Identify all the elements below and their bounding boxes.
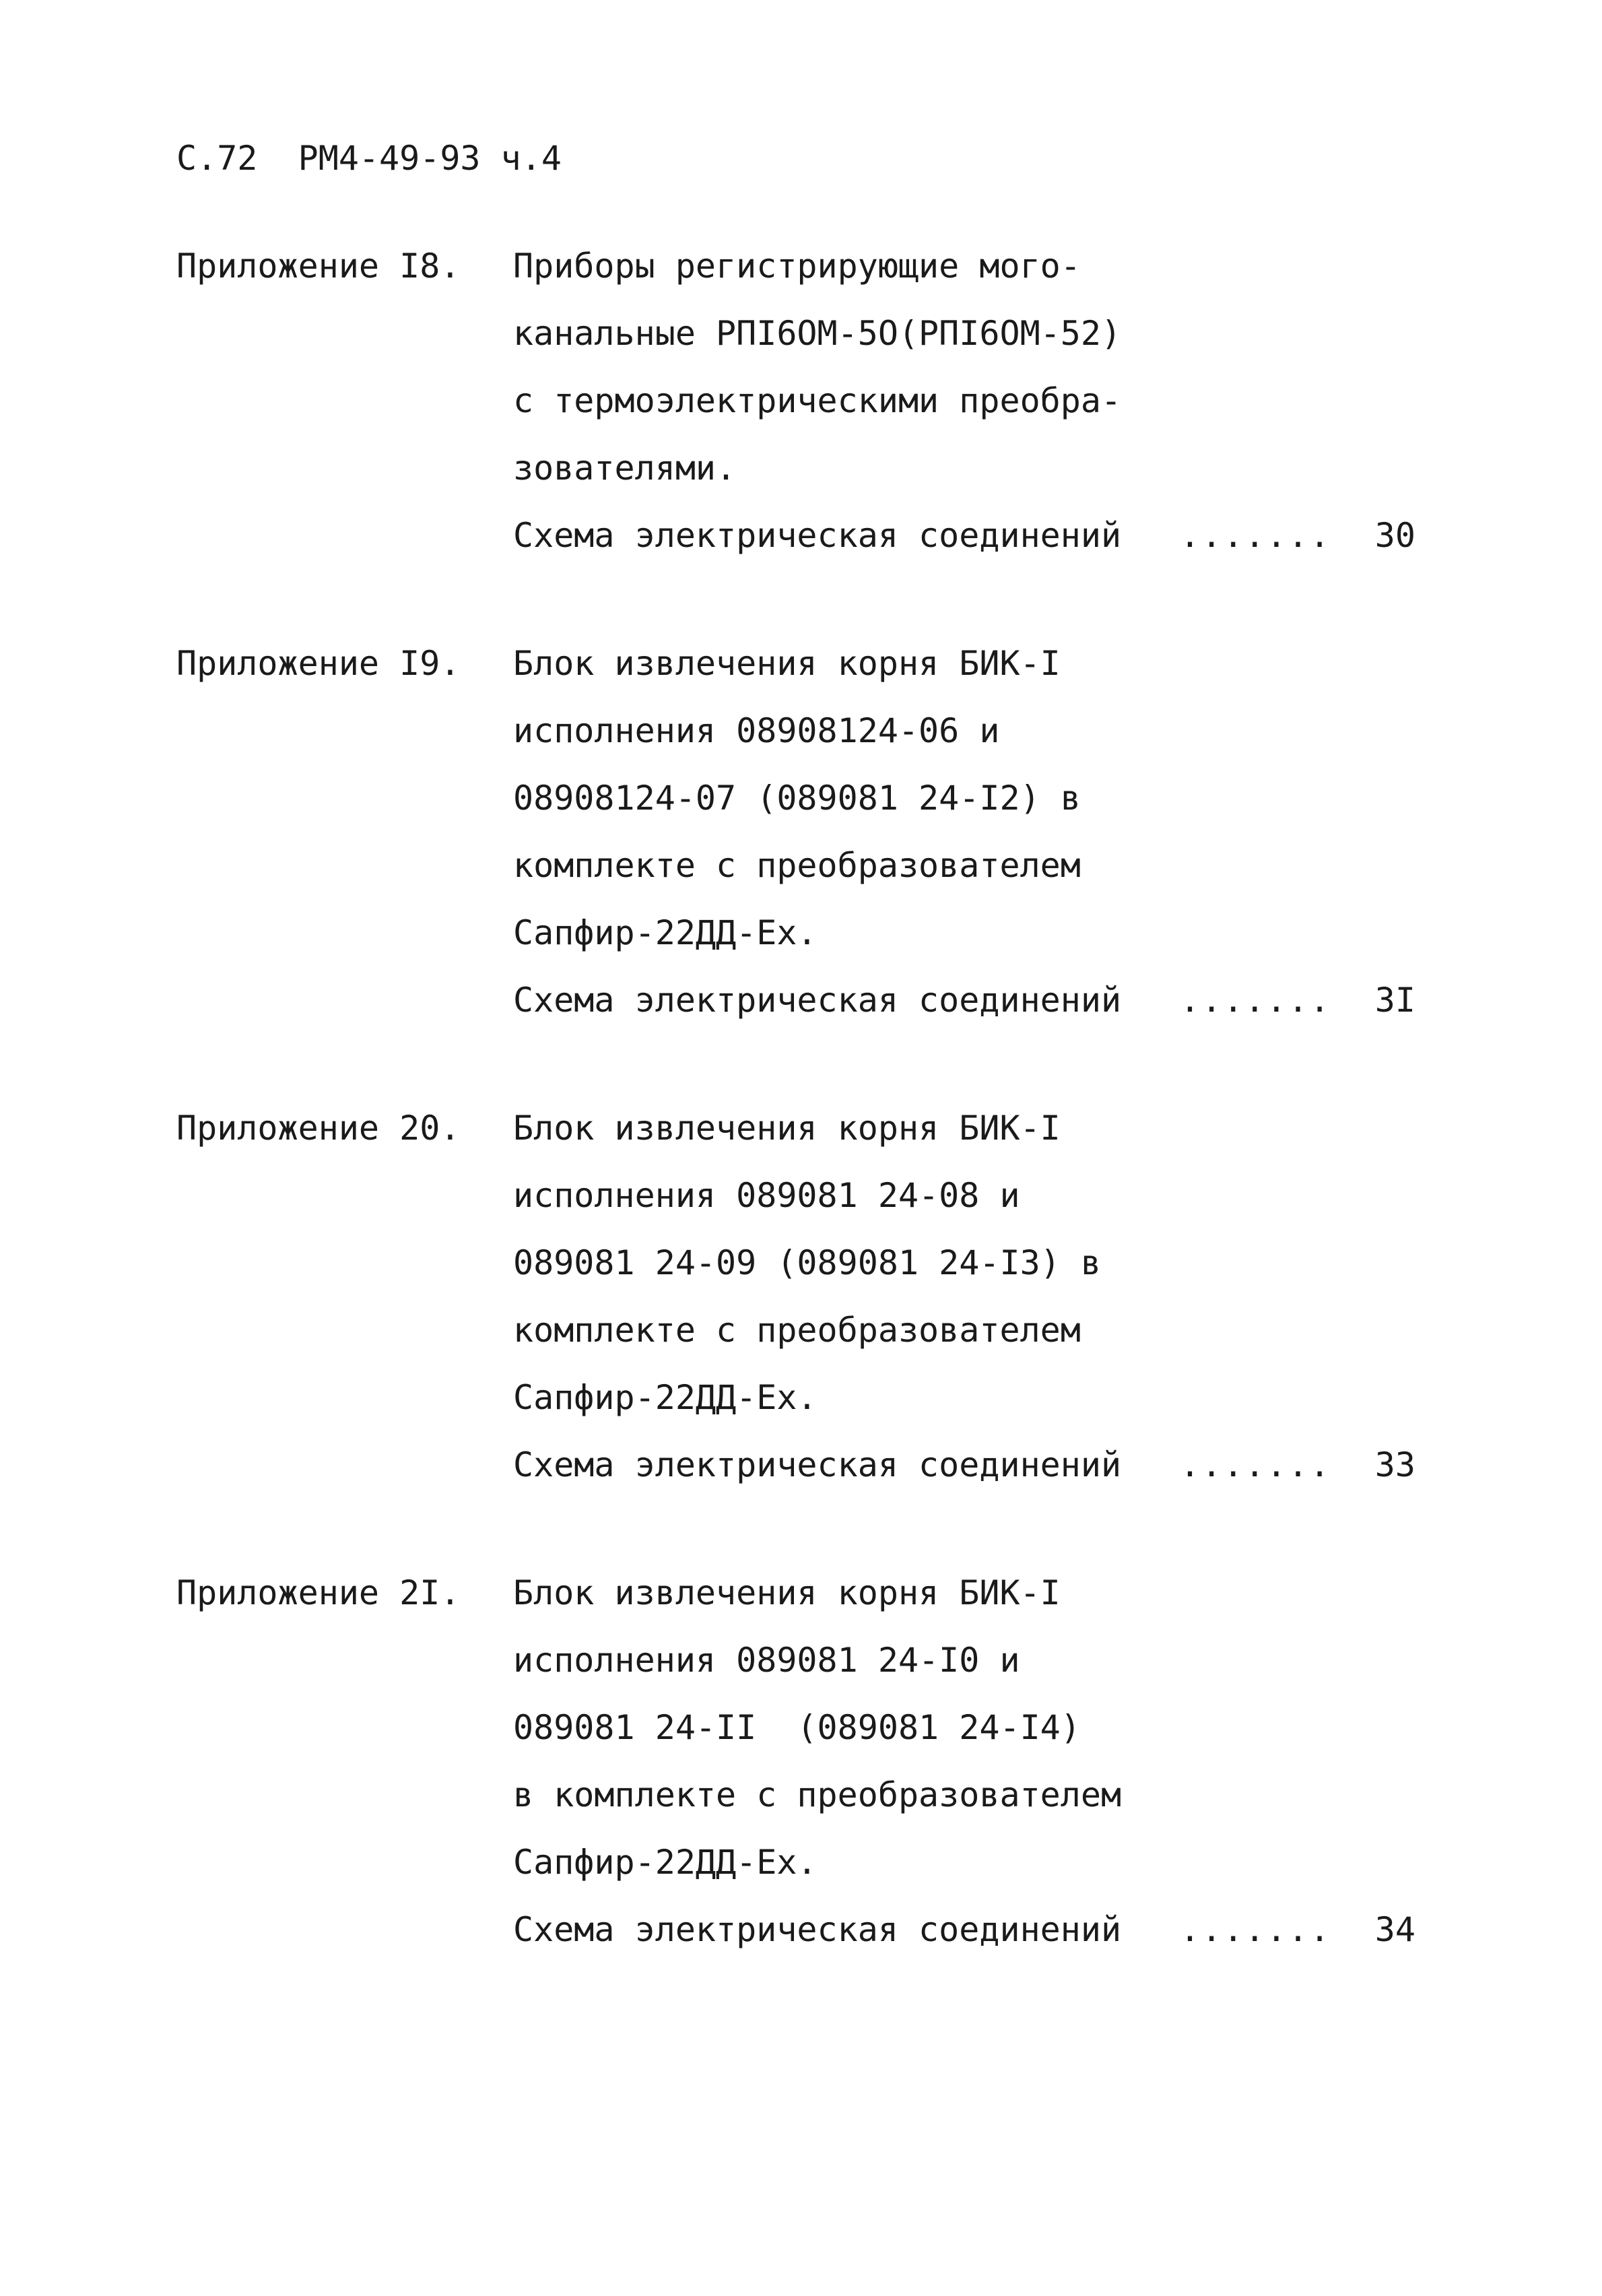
description-line: 089081 24-II (089081 24-I4) xyxy=(513,1708,1081,1747)
appendix-label: Приложение I8. xyxy=(176,247,461,286)
description-line: Сапфир-22ДД-Ех. xyxy=(513,913,817,952)
appendix-description xyxy=(513,630,1415,1034)
page-number: 34 xyxy=(1374,1910,1415,1949)
toc-text: Схема электрическая соединений xyxy=(513,981,1122,1020)
appendix-description xyxy=(513,232,1415,569)
description-line: исполнения 089081 24-08 и xyxy=(513,1176,1020,1215)
page-number: 33 xyxy=(1374,1445,1415,1484)
toc-text: Схема электрическая соединений xyxy=(513,1445,1122,1484)
description-line: 089081 24-09 (089081 24-I3) в xyxy=(513,1243,1101,1282)
description-line: Блок извлечения корня БИК-I xyxy=(513,644,1061,683)
page-header: С.72 РМ4-49-93 ч.4 xyxy=(176,139,562,178)
description-line: с термоэлектрическими преобра- xyxy=(513,381,1122,420)
appendix-description xyxy=(513,1559,1415,1963)
appendix-label: Приложение 20. xyxy=(176,1109,461,1148)
toc-leader-dots: ....... xyxy=(1180,981,1331,1020)
page-number: 30 xyxy=(1374,516,1415,555)
description-line: Сапфир-22ДД-Ех. xyxy=(513,1378,817,1417)
description-line: Сапфир-22ДД-Ех. xyxy=(513,1843,817,1882)
description-line: исполнения 089081 24-I0 и xyxy=(513,1641,1020,1680)
toc-line xyxy=(513,966,1415,1034)
appendix-label: Приложение I9. xyxy=(176,644,461,683)
description-line: зователями. xyxy=(513,449,737,488)
toc-leader-dots: ....... xyxy=(1180,516,1331,555)
toc-line xyxy=(513,1896,1415,1963)
toc-leader-dots: ....... xyxy=(1180,1910,1331,1949)
description-line: канальные РПI6ОМ-5О(РПI6ОМ-52) xyxy=(513,314,1122,353)
description-line: Приборы регистрирующие мого- xyxy=(513,247,1081,286)
description-line: комплекте с преобразователем xyxy=(513,1311,1081,1350)
description-line: исполнения 08908124-06 и xyxy=(513,711,1000,750)
toc-line xyxy=(513,1431,1415,1499)
description-line: комплекте с преобразователем xyxy=(513,846,1081,885)
toc-leader-dots: ....... xyxy=(1180,1445,1331,1484)
description-line: в комплекте с преобразователем xyxy=(513,1775,1122,1814)
toc-line xyxy=(513,502,1415,569)
toc-text: Схема электрическая соединений xyxy=(513,516,1122,555)
appendix-label: Приложение 2I. xyxy=(176,1573,461,1612)
description-line: Блок извлечения корня БИК-I xyxy=(513,1573,1061,1612)
page-number: 3I xyxy=(1374,981,1415,1020)
toc-text: Схема электрическая соединений xyxy=(513,1910,1122,1949)
description-line: Блок извлечения корня БИК-I xyxy=(513,1109,1061,1148)
description-line: 08908124-07 (089081 24-I2) в xyxy=(513,779,1081,818)
appendix-description xyxy=(513,1094,1415,1499)
